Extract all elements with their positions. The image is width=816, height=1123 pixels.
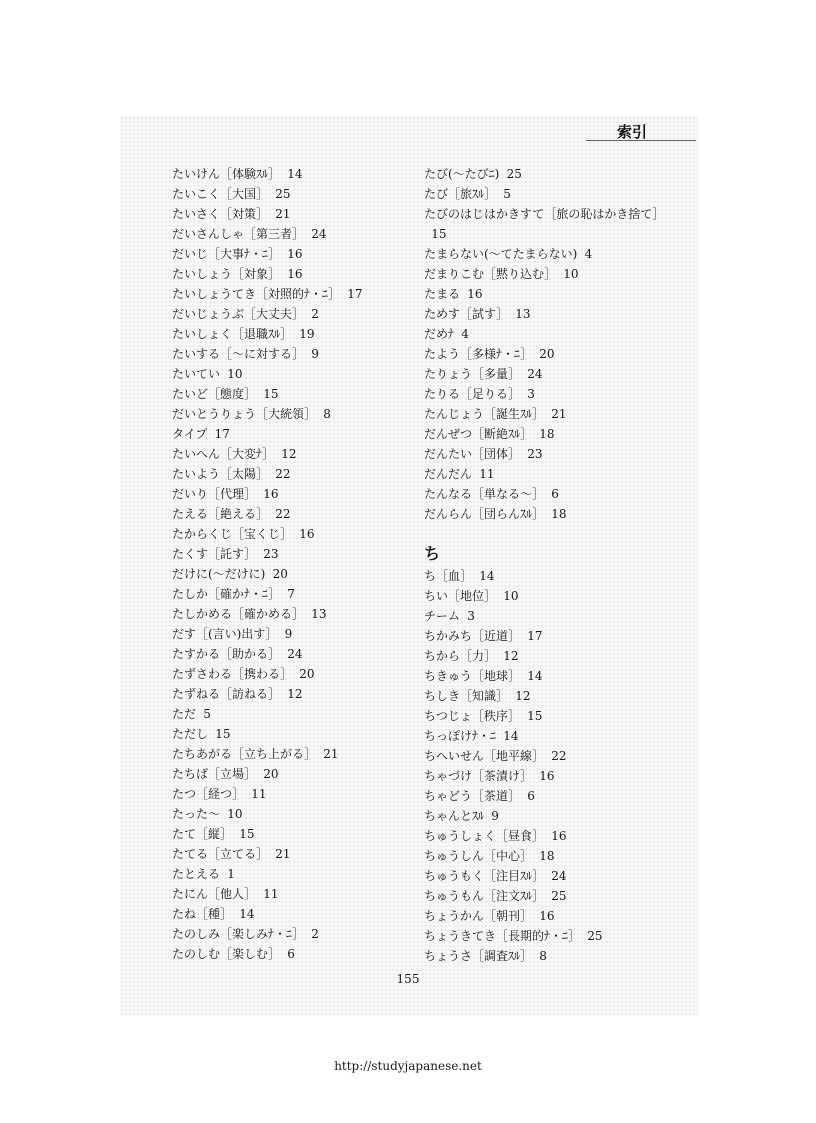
index-term: ちゃどう［茶道］	[424, 789, 521, 803]
index-term: たびのはじはかきすて［旅の恥はかき捨て］	[424, 207, 665, 221]
index-term: ちゅうしょく［昼食］	[424, 829, 545, 843]
index-page-ref: 22	[551, 749, 567, 763]
index-entry	[424, 846, 669, 866]
index-term: ちゃんとｽﾙ	[424, 809, 485, 823]
index-entry	[172, 424, 422, 444]
index-entry	[172, 804, 422, 824]
index-term: たいする［～に対する］	[172, 347, 305, 361]
index-term: たりょう［多量］	[424, 367, 521, 381]
index-term: だめﾅ	[424, 327, 455, 341]
index-page-ref: 15	[215, 727, 231, 741]
index-entry	[424, 264, 669, 284]
index-page-ref: 23	[263, 547, 279, 561]
index-term: ちゅうもく［注目ｽﾙ］	[424, 869, 545, 883]
index-term: たった～	[172, 807, 221, 821]
index-entry	[172, 524, 422, 544]
index-entry	[172, 184, 422, 204]
index-page-ref: 7	[287, 587, 295, 601]
index-entry	[424, 384, 669, 404]
index-page-ref: 2	[311, 307, 319, 321]
index-page-ref: 20	[263, 767, 279, 781]
index-entry	[172, 904, 422, 924]
index-term: たね［種］	[172, 907, 233, 921]
index-term: たりる［足りる］	[424, 387, 521, 401]
index-term: だんらん［団らんｽﾙ］	[424, 507, 545, 521]
index-term: だいさんしゃ［第三者］	[172, 227, 305, 241]
index-page-ref: 17	[347, 287, 363, 301]
index-entry	[172, 744, 422, 764]
index-term: たいしょう［対象］	[172, 267, 281, 281]
index-term: たからくじ［宝くじ］	[172, 527, 293, 541]
index-header-title: 索引	[617, 123, 648, 141]
index-entry	[172, 504, 422, 524]
index-term: たび(～たびﾆ)	[424, 167, 500, 181]
index-entry	[424, 906, 669, 926]
index-term: たえる［絶える］	[172, 507, 269, 521]
index-term: たいしょく［退職ｽﾙ］	[172, 327, 293, 341]
index-term: ちかみち［近道］	[424, 629, 521, 643]
index-page-ref: 15	[239, 827, 255, 841]
index-term: たよう［多様ﾅ・ﾆ］	[424, 347, 533, 361]
index-page-ref: 6	[287, 947, 295, 961]
index-term: チーム	[424, 609, 461, 623]
index-page-ref: 19	[299, 327, 315, 341]
index-entry	[424, 646, 669, 666]
index-page-ref: 9	[491, 809, 499, 823]
index-entry	[172, 764, 422, 784]
index-entry	[424, 304, 669, 324]
index-entry	[424, 444, 669, 464]
index-page-ref: 16	[299, 527, 315, 541]
index-page-ref: 16	[467, 287, 483, 301]
index-entry	[172, 944, 422, 964]
index-page-ref: 16	[539, 909, 555, 923]
index-entry	[172, 544, 422, 564]
index-page-ref: 24	[311, 227, 327, 241]
index-page-ref: 21	[275, 847, 291, 861]
index-page-ref: 25	[587, 929, 603, 943]
index-term: ちから［力］	[424, 649, 497, 663]
index-page-ref: 16	[551, 829, 567, 843]
index-entry	[424, 726, 669, 746]
index-entry	[172, 464, 422, 484]
index-term: たんなる［単なる～］	[424, 487, 545, 501]
index-term: たいさく［対策］	[172, 207, 269, 221]
index-term: ちしき［知識］	[424, 689, 509, 703]
index-page-ref: 24	[551, 869, 567, 883]
index-entry	[424, 926, 669, 946]
index-entry	[424, 184, 669, 204]
index-term: だまりこむ［黙り込む］	[424, 267, 557, 281]
section-chi-entries	[424, 566, 669, 966]
index-term: たずさわる［携わる］	[172, 667, 293, 681]
index-entry	[424, 686, 669, 706]
index-page-ref: 10	[227, 807, 243, 821]
index-page-ref: 22	[275, 467, 291, 481]
index-entry	[172, 344, 422, 364]
index-entry	[172, 784, 422, 804]
index-entry	[172, 244, 422, 264]
index-entry	[424, 626, 669, 646]
index-page-ref: 14	[287, 167, 303, 181]
index-entry	[424, 284, 669, 304]
index-page-ref: 5	[503, 187, 511, 201]
index-entry	[172, 644, 422, 664]
index-entry	[424, 886, 669, 906]
index-page-ref: 18	[539, 427, 555, 441]
index-term: たしか［確かﾅ・ﾆ］	[172, 587, 281, 601]
index-term: たてる［立てる］	[172, 847, 269, 861]
index-page-ref: 24	[287, 647, 303, 661]
index-page-ref: 25	[551, 889, 567, 903]
index-page-ref: 9	[284, 627, 293, 641]
index-page-ref: 2	[311, 927, 319, 941]
index-term: ただし	[172, 727, 209, 741]
index-term: ちきゅう［地球］	[424, 669, 521, 683]
footer-url[interactable]: http://studyjapanese.net	[334, 1059, 482, 1073]
index-entry	[424, 826, 669, 846]
index-term: たちば［立場］	[172, 767, 257, 781]
index-entry	[424, 666, 669, 686]
index-entry	[424, 746, 669, 766]
index-term: だんぜつ［断絶ｽﾙ］	[424, 427, 533, 441]
index-term: ち［血］	[424, 569, 473, 583]
index-term: ちっぽけﾅ・ﾆ	[424, 729, 497, 743]
index-page-ref: 1	[227, 867, 235, 881]
index-entry	[424, 244, 669, 264]
index-page-ref: 17	[527, 629, 543, 643]
index-entry	[172, 264, 422, 284]
index-entry	[172, 284, 422, 304]
index-entry	[424, 324, 669, 344]
index-entry	[172, 604, 422, 624]
index-entry	[424, 504, 669, 524]
index-page-ref: 15	[263, 387, 279, 401]
index-term: だいとうりょう［大統領］	[172, 407, 317, 421]
index-page-ref: 4	[461, 327, 469, 341]
index-term: たとえる	[172, 867, 221, 881]
index-term: ちゅうしん［中心］	[424, 849, 533, 863]
index-column-right	[424, 164, 669, 966]
index-entry	[424, 706, 669, 726]
index-page-ref: 6	[527, 789, 535, 803]
index-page-ref: 11	[479, 467, 495, 481]
index-term: ちょうかん［朝刊］	[424, 909, 533, 923]
index-entry	[172, 824, 422, 844]
index-term: ちつじょ［秩序］	[424, 709, 520, 723]
section-heading-chi: ち	[424, 544, 441, 563]
index-term: ちょうきてき［長期的ﾅ・ﾆ］	[424, 929, 581, 943]
index-page-ref: 15	[527, 709, 543, 723]
index-page-ref: 21	[551, 407, 567, 421]
index-entry	[172, 204, 422, 224]
index-entry	[172, 444, 422, 464]
index-entry	[172, 884, 422, 904]
index-term: たのしみ［楽しみﾅ・ﾆ］	[172, 927, 305, 941]
index-entry	[172, 564, 422, 584]
index-term: ちへいせん［地平線］	[424, 749, 545, 763]
index-entry	[172, 584, 422, 604]
index-term: たまる	[424, 287, 461, 301]
index-page-ref: 10	[227, 367, 243, 381]
index-page-ref: 22	[275, 507, 291, 521]
index-entry	[424, 866, 669, 886]
index-page-ref: 16	[263, 487, 279, 501]
index-page-ref: 25	[275, 187, 291, 201]
index-page-ref: 14	[479, 569, 495, 583]
index-entry	[172, 864, 422, 884]
index-entry	[424, 404, 669, 424]
index-page-ref: 12	[515, 689, 531, 703]
index-entry	[424, 424, 669, 444]
index-term: たにん［他人］	[172, 887, 257, 901]
index-term: ちゅうもん［注文ｽﾙ］	[424, 889, 545, 903]
index-entry	[424, 464, 669, 484]
index-page-ref: 25	[506, 167, 522, 181]
index-page-ref: 3	[527, 387, 535, 401]
index-entry	[172, 164, 422, 184]
index-page-ref: 18	[551, 507, 567, 521]
index-entry	[424, 806, 669, 826]
index-term: だいり［代理］	[172, 487, 257, 501]
index-term: たしかめる［確かめる］	[172, 607, 305, 621]
index-entry	[424, 566, 669, 586]
index-page-ref: 8	[539, 949, 547, 963]
index-page-ref: 15	[431, 227, 447, 241]
index-term: たつ［経つ］	[172, 787, 245, 801]
index-entry	[424, 766, 669, 786]
index-term: たいへん［大変ﾅ］	[172, 447, 275, 461]
index-term: たいよう［太陽］	[172, 467, 269, 481]
index-page-ref: 17	[214, 427, 230, 441]
index-term: ためす［試す］	[424, 307, 509, 321]
index-page-ref: 10	[503, 589, 519, 603]
index-page-ref: 12	[503, 649, 519, 663]
index-term: だいじ［大事ﾅ・ﾆ］	[172, 247, 281, 261]
index-page-ref: 18	[539, 849, 555, 863]
index-page-ref: 8	[323, 407, 331, 421]
index-page-ref: 16	[287, 267, 303, 281]
index-term: だいじょうぶ［大丈夫］	[172, 307, 305, 321]
index-entry	[424, 606, 669, 626]
index-page-ref: 5	[203, 707, 211, 721]
page-number: 155	[396, 972, 420, 986]
index-page-ref: 10	[563, 267, 579, 281]
index-page-ref: 14	[527, 669, 543, 683]
index-entry	[172, 384, 422, 404]
index-entry	[172, 224, 422, 244]
index-term: たいしょうてき［対照的ﾅ・ﾆ］	[172, 287, 341, 301]
index-page-ref: 13	[515, 307, 531, 321]
index-page-ref: 4	[584, 247, 593, 261]
index-term: ただ	[172, 707, 197, 721]
index-term: たいけん［体験ｽﾙ］	[172, 167, 281, 181]
index-term: ちい［地位］	[424, 589, 497, 603]
index-entry	[172, 624, 422, 644]
index-entry	[172, 844, 422, 864]
index-term: たちあがる［立ち上がる］	[172, 747, 317, 761]
index-entry	[172, 324, 422, 344]
index-page-ref: 20	[272, 567, 288, 581]
index-page-ref: 23	[527, 447, 543, 461]
index-term: たのしむ［楽しむ］	[172, 947, 281, 961]
index-term: たび［旅ｽﾙ］	[424, 187, 497, 201]
index-page-ref: 6	[551, 487, 559, 501]
index-entry	[172, 704, 422, 724]
index-term: だんだん	[424, 467, 473, 481]
index-page-ref: 20	[299, 667, 315, 681]
index-term: だけに(～だけに)	[172, 567, 266, 581]
index-page-ref: 14	[239, 907, 255, 921]
header-rule	[586, 140, 696, 141]
index-term: だんたい［団体］	[424, 447, 521, 461]
index-page-ref: 20	[539, 347, 555, 361]
index-term: たいど［態度］	[172, 387, 257, 401]
index-entry	[424, 204, 669, 244]
index-entry	[424, 364, 669, 384]
index-page-ref: 11	[251, 787, 267, 801]
index-entry	[172, 684, 422, 704]
index-page-ref: 12	[287, 687, 303, 701]
index-entry	[424, 946, 669, 966]
index-page-ref: 3	[467, 609, 475, 623]
index-term: ちゃづけ［茶漬け］	[424, 769, 533, 783]
index-page-ref: 21	[323, 747, 339, 761]
index-term: たいてい	[172, 367, 221, 381]
index-page-ref: 13	[311, 607, 327, 621]
index-term: だす［(言い)出す］	[172, 627, 278, 641]
index-page-ref: 9	[311, 347, 319, 361]
index-entry	[424, 164, 669, 184]
index-entry	[424, 484, 669, 504]
index-page-ref: 14	[503, 729, 519, 743]
index-term: タイプ	[172, 427, 208, 441]
index-term: たすかる［助かる］	[172, 647, 281, 661]
index-entry	[424, 344, 669, 364]
index-page-ref: 16	[539, 769, 555, 783]
index-entry	[172, 404, 422, 424]
index-entry	[424, 586, 669, 606]
index-term: ちょうさ［調査ｽﾙ］	[424, 949, 533, 963]
index-entry	[172, 924, 422, 944]
index-term: たて［縦］	[172, 827, 233, 841]
index-entry	[172, 364, 422, 384]
index-page-ref: 16	[287, 247, 303, 261]
section-ta-entries	[424, 164, 669, 524]
index-entry	[172, 484, 422, 504]
index-page-ref: 12	[281, 447, 297, 461]
index-term: たくす［託す］	[172, 547, 257, 561]
index-term: たずねる［訪ねる］	[172, 687, 281, 701]
index-page-ref: 24	[527, 367, 543, 381]
index-term: たまらない(～てたまらない)	[424, 247, 578, 261]
index-page-ref: 21	[275, 207, 291, 221]
index-column-left	[172, 164, 422, 964]
index-entry	[172, 724, 422, 744]
index-entry	[172, 304, 422, 324]
index-entry	[424, 786, 669, 806]
index-entry	[172, 664, 422, 684]
index-term: たいこく［大国］	[172, 187, 269, 201]
index-term: たんじょう［誕生ｽﾙ］	[424, 407, 545, 421]
index-page-ref: 11	[263, 887, 279, 901]
